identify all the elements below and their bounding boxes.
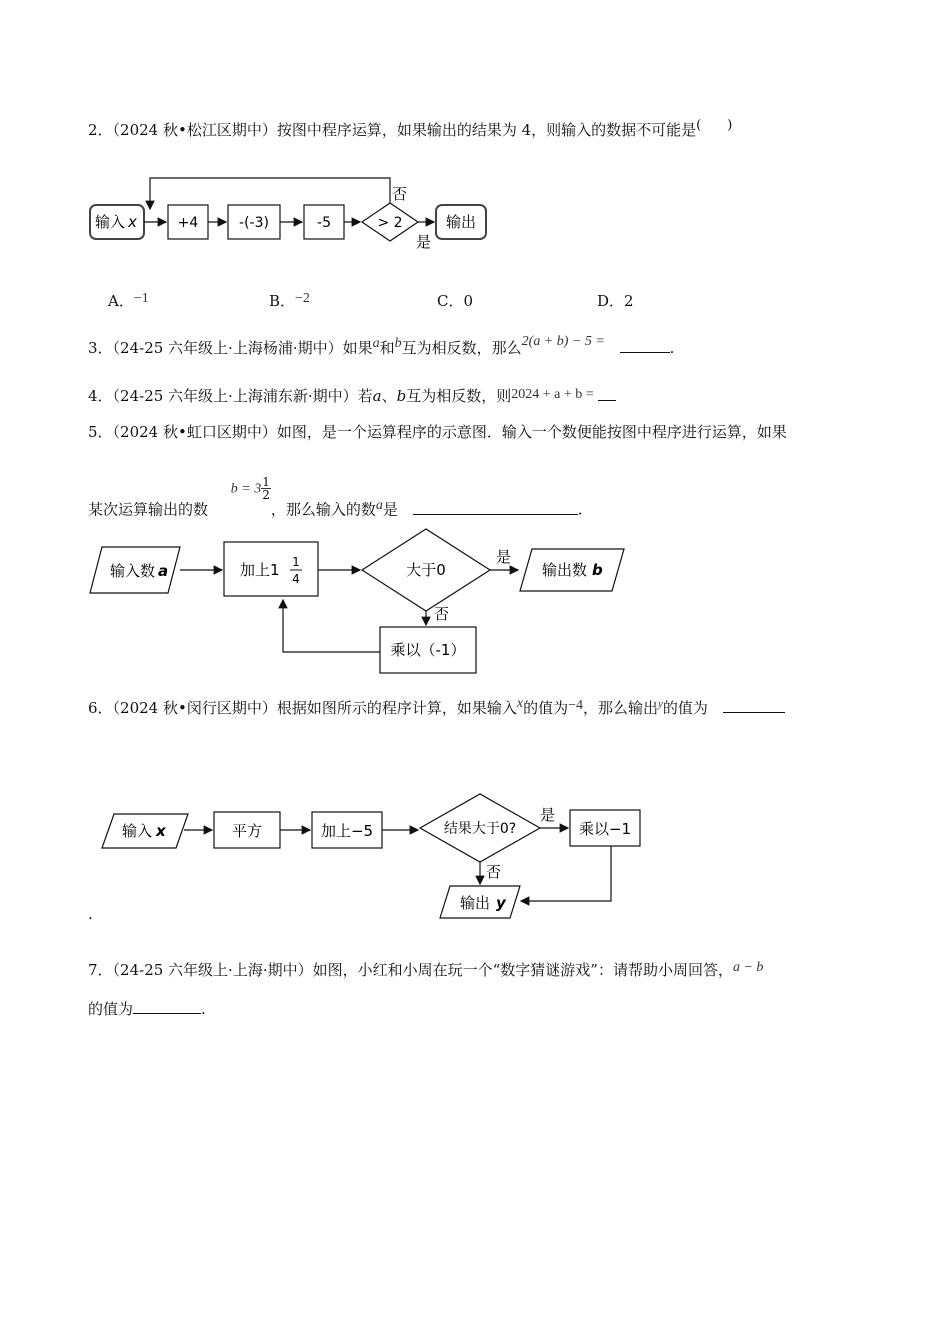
yes-label: 是 bbox=[540, 806, 556, 824]
input-var: a bbox=[158, 562, 169, 580]
input-var: x bbox=[156, 822, 166, 840]
option-label: C． bbox=[437, 292, 464, 310]
input-label: 输入 bbox=[122, 822, 153, 840]
option-value: −2 bbox=[295, 291, 310, 306]
question-text: ，那么输入的数 bbox=[270, 500, 376, 519]
add-label: 加上1 bbox=[240, 561, 280, 579]
question-source: （2024 秋•闵行区期中） bbox=[112, 699, 277, 717]
question-text: 根据如图所示的程序计算，如果输入 bbox=[276, 699, 517, 717]
question-3-stem bbox=[88, 334, 675, 360]
expr-b: b = 3 bbox=[230, 481, 262, 497]
q2-option-c[interactable] bbox=[437, 291, 473, 311]
q5-flowchart bbox=[88, 525, 648, 680]
output-label: 输出 bbox=[460, 894, 491, 912]
question-text: 的值为 bbox=[662, 699, 708, 717]
var-x: x bbox=[516, 696, 524, 711]
q2-option-b[interactable] bbox=[269, 291, 310, 313]
add-frac-den: 4 bbox=[292, 572, 300, 586]
question-text: ，那么输出 bbox=[583, 699, 659, 717]
answer-paren: ( ) bbox=[696, 118, 733, 133]
answer-blank[interactable] bbox=[133, 999, 201, 1014]
step-minus-neg3: -(-3) bbox=[239, 215, 269, 231]
question-text: 某次运算输出的数 bbox=[88, 500, 209, 519]
answer-blank[interactable] bbox=[620, 338, 670, 353]
question-text: 如图，小红和小周在玩一个“数字猜谜游戏”：请帮助小周回答， bbox=[312, 961, 733, 979]
question-number: 2． bbox=[88, 121, 113, 139]
question-2-stem bbox=[88, 120, 732, 142]
question-7-line2 bbox=[88, 999, 206, 1019]
var-y: y bbox=[658, 698, 663, 710]
answer-blank[interactable] bbox=[413, 500, 578, 515]
square-label: 平方 bbox=[231, 822, 263, 840]
question-5-line2 bbox=[88, 475, 583, 523]
question-source: （2024 秋•松江区期中） bbox=[112, 121, 277, 139]
question-number: 6． bbox=[88, 699, 113, 717]
q6-flowchart bbox=[100, 790, 660, 925]
q2-option-a[interactable] bbox=[108, 291, 149, 313]
input-var: x bbox=[128, 213, 137, 231]
feedback-arrow bbox=[283, 600, 380, 652]
expression: 2(a + b) − 5 = bbox=[521, 334, 605, 349]
q2-flowchart bbox=[88, 175, 498, 255]
var-b: b bbox=[396, 387, 407, 405]
expression: 2024 + a + b = bbox=[511, 387, 594, 402]
option-value: −1 bbox=[133, 291, 149, 306]
option-label: D． bbox=[597, 292, 625, 310]
question-text: 按图中程序运算，如果输出的结果为 4，则输入的数据不可能是 bbox=[276, 121, 697, 139]
var-a: a bbox=[372, 336, 380, 351]
output-value-expr bbox=[231, 476, 271, 501]
yes-label: 是 bbox=[416, 233, 432, 251]
var-b: b bbox=[394, 336, 402, 351]
add-label: 加上−5 bbox=[320, 822, 374, 840]
decision-label: 大于0 bbox=[406, 561, 446, 579]
answer-blank[interactable] bbox=[723, 698, 785, 713]
option-label: A． bbox=[108, 292, 134, 310]
question-7-stem bbox=[88, 960, 763, 982]
option-label: B． bbox=[269, 292, 296, 310]
input-value: −4 bbox=[568, 698, 583, 713]
question-text: 如果 bbox=[342, 339, 373, 357]
question-text: 若 bbox=[357, 387, 373, 405]
output-var: y bbox=[496, 894, 506, 912]
no-label: 否 bbox=[392, 185, 408, 203]
multiply-to-output-arrow bbox=[521, 846, 611, 901]
q2-option-d[interactable] bbox=[597, 291, 634, 311]
question-number: 4． bbox=[88, 387, 113, 405]
decision-label: > 2 bbox=[377, 215, 403, 231]
input-label: 输入 bbox=[95, 213, 126, 231]
question-number: 7． bbox=[88, 961, 113, 979]
answer-blank[interactable] bbox=[598, 386, 616, 401]
question-source: （24-25 六年级上·上海浦东新·期中） bbox=[112, 387, 358, 405]
decision-label: 结果大于0? bbox=[443, 821, 517, 837]
q6-trailing-dot: . bbox=[88, 905, 93, 923]
var-a: a bbox=[375, 497, 383, 513]
add-frac-num: 1 bbox=[292, 555, 300, 569]
question-source: （24-25 六年级上·上海·期中） bbox=[112, 961, 313, 979]
step-plus4: +4 bbox=[177, 215, 199, 231]
fraction-half bbox=[261, 476, 271, 501]
question-text: 互为相反数，则 bbox=[406, 387, 512, 405]
question-text: 和 bbox=[379, 339, 395, 357]
multiply-label: 乘以−1 bbox=[578, 820, 632, 838]
question-end: . bbox=[669, 339, 675, 357]
question-text: 的值为 bbox=[523, 699, 569, 717]
option-value: 0 bbox=[463, 292, 474, 310]
frac-numerator: 1 bbox=[262, 475, 270, 489]
multiply-label: 乘以（-1） bbox=[390, 641, 466, 659]
input-label: 输入数 bbox=[110, 562, 156, 580]
frac-denominator: 2 bbox=[262, 488, 270, 502]
output-label: 输出 bbox=[445, 213, 477, 231]
step-minus5: -5 bbox=[317, 215, 331, 231]
question-5-stem bbox=[88, 422, 787, 442]
output-var: b bbox=[592, 561, 603, 579]
question-end: . bbox=[577, 500, 583, 519]
var-a: a bbox=[372, 387, 382, 405]
no-label: 否 bbox=[434, 605, 450, 623]
question-source: （2024 秋•虹口区期中） bbox=[112, 423, 277, 441]
option-value: 2 bbox=[624, 292, 634, 310]
output-label: 输出数 bbox=[542, 561, 588, 579]
question-text: 互为相反数，那么 bbox=[401, 339, 522, 357]
question-text: 是 bbox=[382, 500, 398, 519]
question-text: 的值为 bbox=[88, 1000, 134, 1018]
question-text: 如图，是一个运算程序的示意图．输入一个数便能按图中程序进行运算，如果 bbox=[276, 423, 787, 441]
question-4-stem bbox=[88, 386, 616, 408]
question-end: . bbox=[201, 1000, 206, 1018]
question-number: 5． bbox=[88, 423, 113, 441]
yes-label: 是 bbox=[496, 548, 512, 566]
expression: a − b bbox=[732, 960, 764, 975]
no-label: 否 bbox=[486, 863, 502, 881]
separator: 、 bbox=[381, 387, 397, 405]
question-number: 3． bbox=[88, 339, 113, 357]
feedback-arrow bbox=[150, 178, 390, 209]
question-source: （24-25 六年级上·上海杨浦·期中） bbox=[112, 339, 343, 357]
question-6-stem bbox=[88, 698, 785, 720]
